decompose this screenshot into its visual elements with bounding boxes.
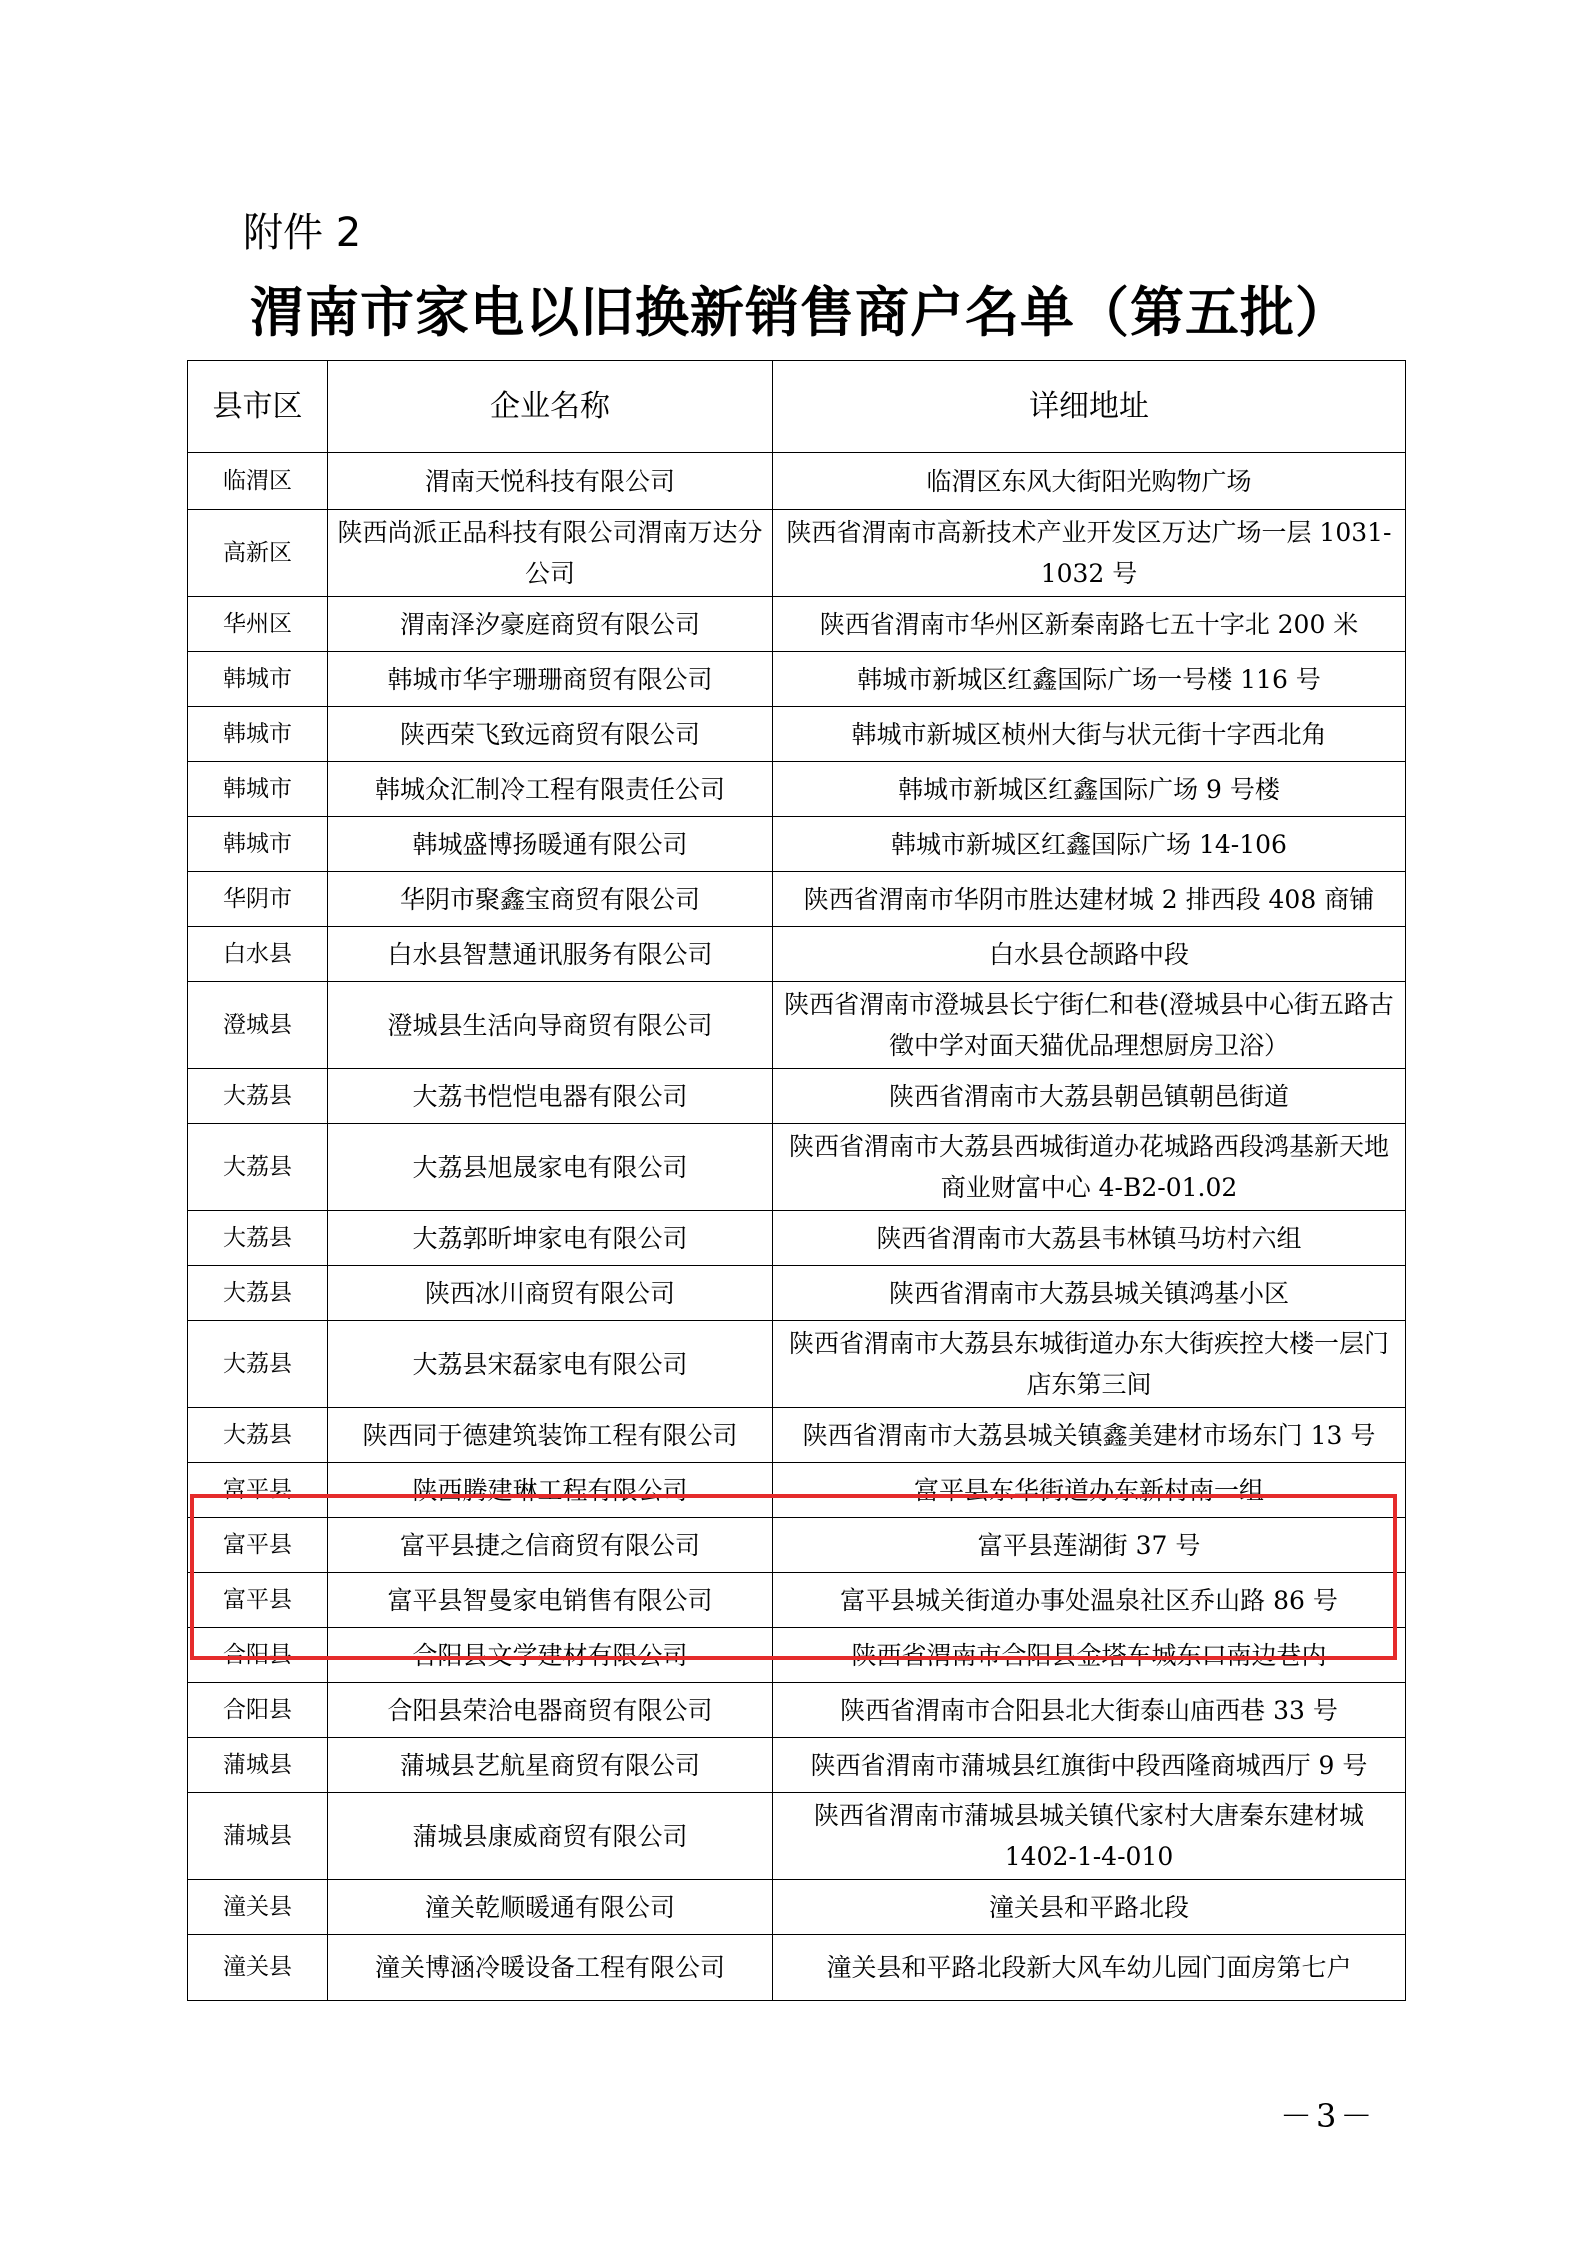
company-cell: 蒲城县康威商贸有限公司: [328, 1793, 773, 1880]
company-cell: 韩城众汇制冷工程有限责任公司: [328, 762, 773, 817]
table-row: [188, 1683, 1406, 1738]
county-cell: 华州区: [188, 597, 328, 652]
address-cell: 陕西省渭南市华阴市胜达建材城 2 排西段 408 商铺: [773, 872, 1406, 927]
address-cell: 韩城市新城区红鑫国际广场一号楼 116 号: [773, 652, 1406, 707]
table-row: [188, 872, 1406, 927]
county-cell: 澄城县: [188, 982, 328, 1069]
county-cell: 潼关县: [188, 1880, 328, 1935]
county-cell: 大荔县: [188, 1321, 328, 1408]
county-cell: 临渭区: [188, 453, 328, 510]
table-row: [188, 1793, 1406, 1880]
company-cell: 大荔郭昕坤家电有限公司: [328, 1211, 773, 1266]
address-cell: 陕西省渭南市蒲城县红旗街中段西隆商城西厅 9 号: [773, 1738, 1406, 1793]
table-row: [188, 1738, 1406, 1793]
address-cell: 富平县城关街道办事处温泉社区乔山路 86 号: [773, 1573, 1406, 1628]
page-title: 渭南市家电以旧换新销售商户名单（第五批）: [250, 280, 1350, 344]
address-cell: 富平县莲湖街 37 号: [773, 1518, 1406, 1573]
table-row: [188, 1321, 1406, 1408]
company-cell: 陕西尚派正品科技有限公司渭南万达分公司: [328, 510, 773, 597]
table-row: [188, 597, 1406, 652]
county-cell: 潼关县: [188, 1935, 328, 2001]
county-cell: 富平县: [188, 1573, 328, 1628]
table-row: [188, 1880, 1406, 1935]
company-cell: 华阴市聚鑫宝商贸有限公司: [328, 872, 773, 927]
company-cell: 大荔书恺恺电器有限公司: [328, 1069, 773, 1124]
address-cell: 陕西省渭南市澄城县长宁街仁和巷(澄城县中心街五路古徵中学对面天猫优品理想厨房卫浴）: [773, 982, 1406, 1069]
county-cell: 大荔县: [188, 1266, 328, 1321]
table-body: [188, 453, 1406, 2001]
county-cell: 蒲城县: [188, 1738, 328, 1793]
table-row: [188, 1124, 1406, 1211]
county-cell: 大荔县: [188, 1408, 328, 1463]
company-cell: 韩城盛博扬暖通有限公司: [328, 817, 773, 872]
company-cell: 潼关乾顺暖通有限公司: [328, 1880, 773, 1935]
county-cell: 高新区: [188, 510, 328, 597]
address-cell: 陕西省渭南市蒲城县城关镇代家村大唐秦东建材城 1402-1-4-010: [773, 1793, 1406, 1880]
table-row: [188, 1069, 1406, 1124]
address-cell: 陕西省渭南市大荔县朝邑镇朝邑街道: [773, 1069, 1406, 1124]
address-cell: 韩城市新城区红鑫国际广场 14-106: [773, 817, 1406, 872]
county-cell: 华阴市: [188, 872, 328, 927]
county-cell: 合阳县: [188, 1683, 328, 1738]
county-cell: 韩城市: [188, 652, 328, 707]
address-cell: 陕西省渭南市大荔县城关镇鑫美建材市场东门 13 号: [773, 1408, 1406, 1463]
county-cell: 大荔县: [188, 1211, 328, 1266]
county-cell: 富平县: [188, 1518, 328, 1573]
table-header-row: [188, 361, 1406, 453]
company-cell: 渭南天悦科技有限公司: [328, 453, 773, 510]
header-county: 县市区: [188, 361, 328, 453]
address-cell: 韩城市新城区红鑫国际广场 9 号楼: [773, 762, 1406, 817]
company-cell: 富平县智曼家电销售有限公司: [328, 1573, 773, 1628]
company-cell: 潼关博涵冷暖设备工程有限公司: [328, 1935, 773, 2001]
address-cell: 陕西省渭南市高新技术产业开发区万达广场一层 1031-1032 号: [773, 510, 1406, 597]
attachment-label: 附件 2: [243, 210, 362, 256]
company-cell: 合阳县荣洽电器商贸有限公司: [328, 1683, 773, 1738]
company-cell: 韩城市华宇珊珊商贸有限公司: [328, 652, 773, 707]
address-cell: 韩城市新城区桢州大街与状元街十字西北角: [773, 707, 1406, 762]
table-row: [188, 927, 1406, 982]
address-cell: 陕西省渭南市合阳县金塔车城东口南边巷内: [773, 1628, 1406, 1683]
table-row: [188, 1628, 1406, 1683]
address-cell: 临渭区东风大街阳光购物广场: [773, 453, 1406, 510]
address-cell: 陕西省渭南市大荔县西城街道办花城路西段鸿基新天地商业财富中心 4-B2-01.02: [773, 1124, 1406, 1211]
header-address: 详细地址: [773, 361, 1406, 453]
table-row: [188, 1518, 1406, 1573]
address-cell: 富平县东华街道办东新村南一组: [773, 1463, 1406, 1518]
table-row: [188, 1463, 1406, 1518]
company-cell: 大荔县宋磊家电有限公司: [328, 1321, 773, 1408]
company-cell: 富平县捷之信商贸有限公司: [328, 1518, 773, 1573]
address-cell: 陕西省渭南市合阳县北大街泰山庙西巷 33 号: [773, 1683, 1406, 1738]
county-cell: 大荔县: [188, 1124, 328, 1211]
county-cell: 富平县: [188, 1463, 328, 1518]
table-row: [188, 707, 1406, 762]
table-row: [188, 1935, 1406, 2001]
company-cell: 陕西荣飞致远商贸有限公司: [328, 707, 773, 762]
table-row: [188, 510, 1406, 597]
company-cell: 陕西冰川商贸有限公司: [328, 1266, 773, 1321]
address-cell: 陕西省渭南市华州区新秦南路七五十字北 200 米: [773, 597, 1406, 652]
page-number: －3－: [1280, 2097, 1377, 2135]
address-cell: 陕西省渭南市大荔县城关镇鸿基小区: [773, 1266, 1406, 1321]
header-company: 企业名称: [328, 361, 773, 453]
table-row: [188, 1266, 1406, 1321]
company-cell: 白水县智慧通讯服务有限公司: [328, 927, 773, 982]
company-cell: 蒲城县艺航星商贸有限公司: [328, 1738, 773, 1793]
table-row: [188, 453, 1406, 510]
merchant-table: [187, 360, 1406, 2001]
county-cell: 白水县: [188, 927, 328, 982]
address-cell: 潼关县和平路北段新大风车幼儿园门面房第七户: [773, 1935, 1406, 2001]
company-cell: 大荔县旭晟家电有限公司: [328, 1124, 773, 1211]
table-row: [188, 762, 1406, 817]
county-cell: 合阳县: [188, 1628, 328, 1683]
address-cell: 陕西省渭南市大荔县韦林镇马坊村六组: [773, 1211, 1406, 1266]
address-cell: 潼关县和平路北段: [773, 1880, 1406, 1935]
county-cell: 韩城市: [188, 817, 328, 872]
company-cell: 陕西腾建琳工程有限公司: [328, 1463, 773, 1518]
table-row: [188, 817, 1406, 872]
table-row: [188, 652, 1406, 707]
company-cell: 陕西同于德建筑装饰工程有限公司: [328, 1408, 773, 1463]
county-cell: 韩城市: [188, 762, 328, 817]
county-cell: 蒲城县: [188, 1793, 328, 1880]
company-cell: 渭南泽汐豪庭商贸有限公司: [328, 597, 773, 652]
address-cell: 陕西省渭南市大荔县东城街道办东大街疾控大楼一层门店东第三间: [773, 1321, 1406, 1408]
company-cell: 澄城县生活向导商贸有限公司: [328, 982, 773, 1069]
table-row: [188, 1211, 1406, 1266]
table-row: [188, 982, 1406, 1069]
address-cell: 白水县仓颉路中段: [773, 927, 1406, 982]
table-row: [188, 1408, 1406, 1463]
county-cell: 韩城市: [188, 707, 328, 762]
table-row: [188, 1573, 1406, 1628]
company-cell: 合阳县文学建材有限公司: [328, 1628, 773, 1683]
county-cell: 大荔县: [188, 1069, 328, 1124]
